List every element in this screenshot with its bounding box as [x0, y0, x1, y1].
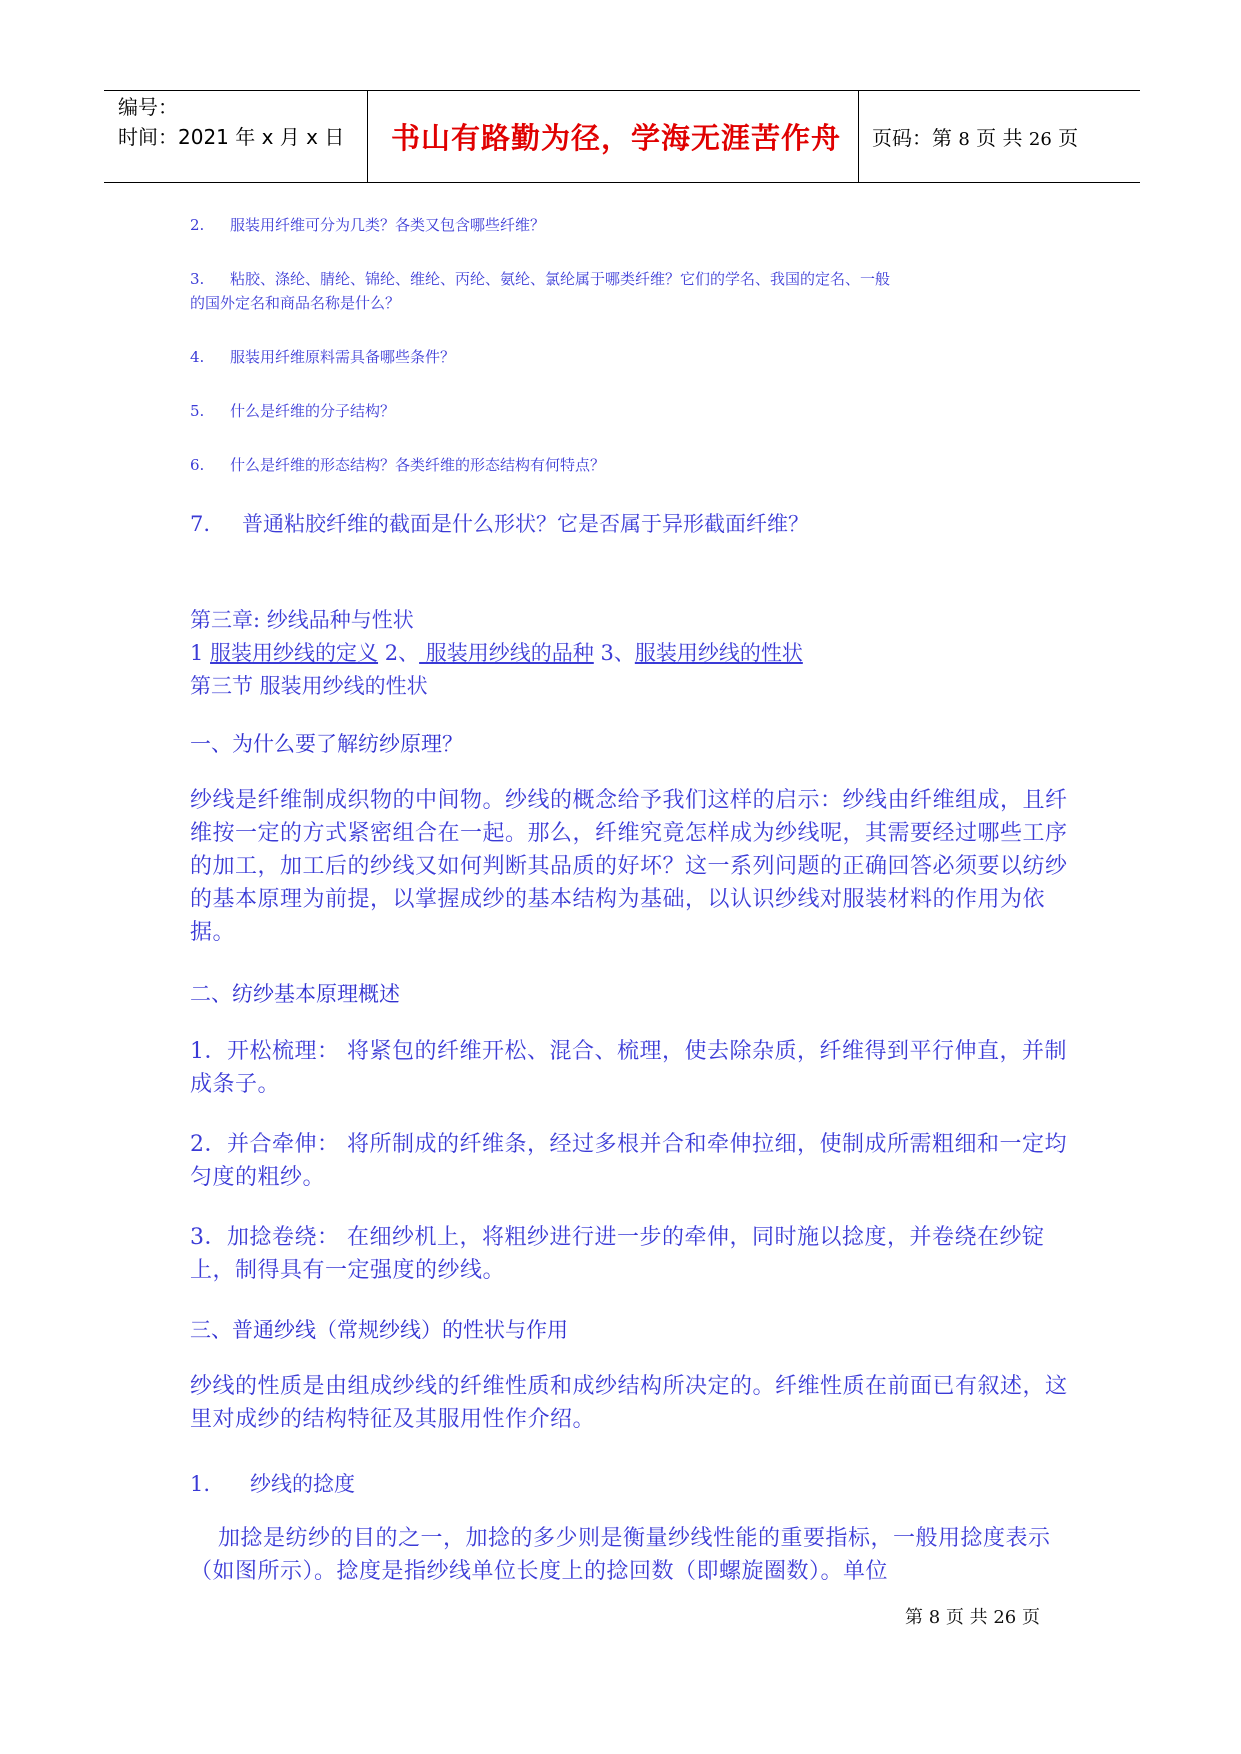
question-item: 7. 普通粘胶纤维的截面是什么形状？它是否属于异形截面纤维？	[190, 512, 809, 536]
step-twisting-winding: 3．加捻卷绕： 在细纱机上，将粗纱进行进一步的牵伸，同时施以捻度，并卷绕在纱锭上，制得具有一定强度的纱线。	[190, 1225, 1045, 1283]
page-suffix: 页	[1058, 126, 1079, 150]
item-twist: 1. 纱线的捻度	[190, 1472, 355, 1496]
paragraph-twist: 加捻是纺纱的目的之一，加捻的多少则是衡量纱线性能的重要指标，一般用捻度表示（如图所示）。捻度是指纱线单位长度上的捻回数（即螺旋圈数）。单位	[190, 1526, 1051, 1584]
step-opening-carding: 1．开松梳理： 将紧包的纤维开松、混合、梳理，使去除杂质，纤维得到平行伸直，并制成条子。	[190, 1039, 1067, 1097]
header-bottom-rule	[104, 182, 1140, 183]
time-label: 时间：2021 年 x 月 x 日	[118, 125, 345, 149]
heading-ordinary-yarn: 三、普通纱线（常规纱线）的性状与作用	[190, 1318, 568, 1342]
link-yarn-properties[interactable]: 服装用纱线的性状	[634, 641, 803, 665]
question-item: 5. 什么是纤维的分子结构？	[190, 402, 396, 420]
question-item-continuation: 的国外定名和商品名称是什么？	[190, 294, 401, 312]
page-footer: 第 8 页 共 26 页	[905, 1607, 1040, 1628]
link-yarn-varieties[interactable]: 服装用纱线的品种	[419, 641, 594, 665]
question-item: 6. 什么是纤维的形态结构？各类纤维的形态结构有何特点？	[190, 456, 606, 474]
paragraph-yarn-intro: 纱线是纤维制成织物的中间物。纱线的概念给予我们这样的启示：纱线由纤维组成，且纤维按一定的方式紧密组合在一起。那么，纤维究竟怎样成为纱线呢，其需要经过哪些工序的加工，加工后的纱线又如何判断其品质的好坏？这一系列问题的正确回答必须要以纺纱的基本原理为前提，以掌握成纱的基本结构为基础，以认识纱线对服装材料的作用为依据。	[190, 788, 1068, 945]
section-title: 第三节 服装用纱线的性状	[190, 674, 428, 698]
page-total: 26	[1028, 129, 1052, 150]
header-motto: 书山有路勤为径，学海无涯苦作舟	[390, 121, 841, 155]
link-yarn-definition[interactable]: 服装用纱线的定义	[210, 641, 379, 665]
step-drawing: 2．并合牵伸： 将所制成的纤维条，经过多根并合和牵伸拉细，使制成所需粗细和一定均匀度的粗纱。	[190, 1132, 1067, 1190]
question-item: 2. 服装用纤维可分为几类？各类又包含哪些纤维？	[190, 216, 546, 234]
header-top-rule	[104, 90, 1140, 91]
question-item: 3. 粘胶、涤纶、腈纶、锦纶、维纶、丙纶、氨纶、氯纶属于哪类纤维？它们的学名、我国的定名、一般	[190, 270, 891, 288]
header-meta	[118, 92, 344, 152]
question-item: 4. 服装用纤维原料需具备哪些条件？	[190, 348, 456, 366]
page-current: 8	[958, 129, 970, 150]
heading-spinning-overview: 二、纺纱基本原理概述	[190, 982, 400, 1006]
header-divider-left	[367, 90, 368, 183]
page-prefix: 页码：第	[872, 126, 952, 150]
number-label: 编号：	[118, 95, 178, 119]
heading-why-spinning: 一、为什么要了解纺纱原理？	[190, 732, 463, 756]
paragraph-yarn-properties: 纱线的性质是由组成纱线的纤维性质和成纱结构所决定的。纤维性质在前面已有叙述，这里对成纱的结构特征及其服用性作介绍。	[190, 1374, 1068, 1432]
chapter-title: 第三章: 纱线品种与性状	[190, 608, 414, 632]
chapter-links: 1 服装用纱线的定义 2、 服装用纱线的品种 3、服装用纱线的性状	[190, 641, 803, 665]
page-mid: 页 共	[976, 126, 1023, 150]
header-page-number	[872, 122, 1078, 151]
